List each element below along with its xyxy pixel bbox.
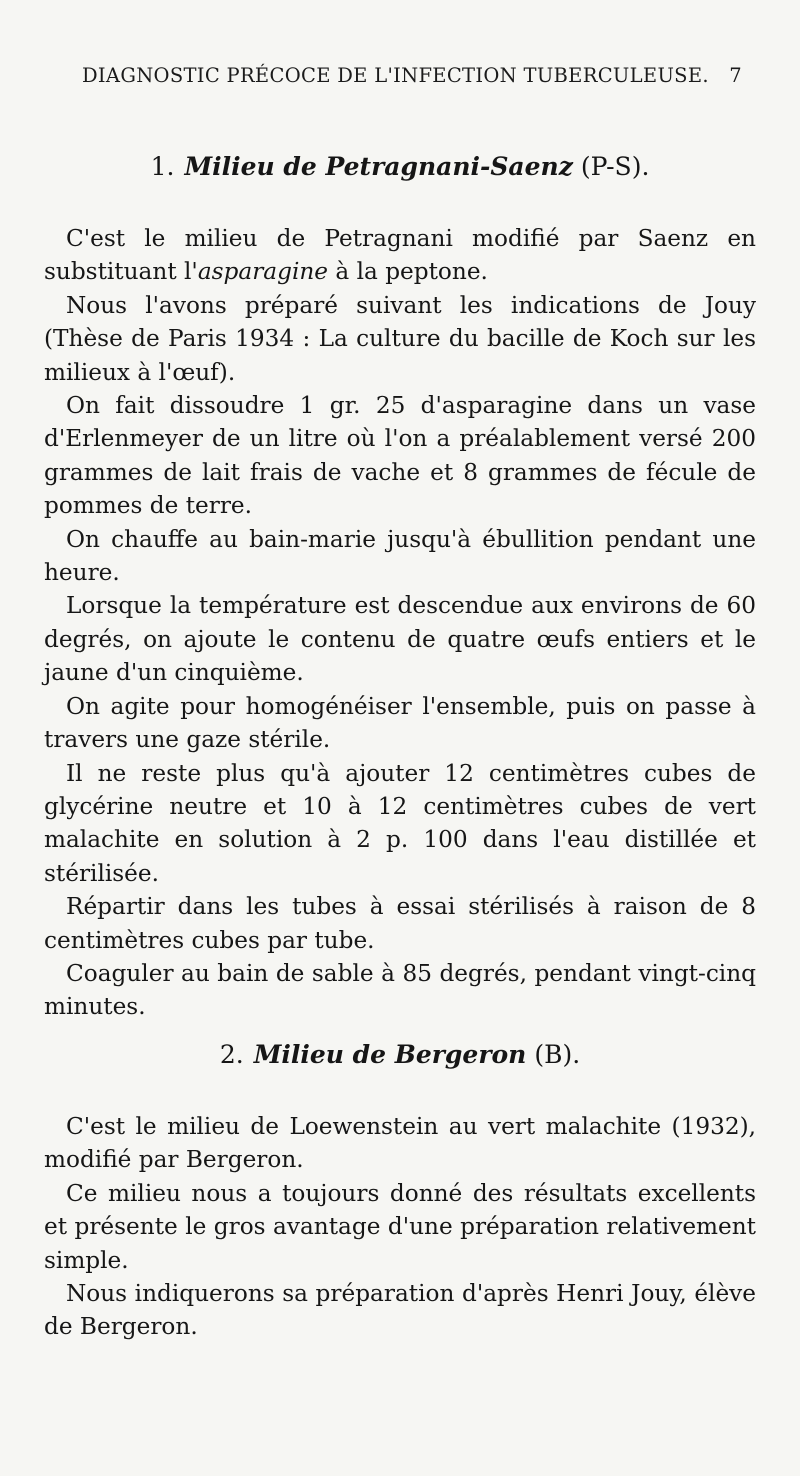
page-number: 7 <box>729 64 742 87</box>
paragraph: On fait dissoudre 1 gr. 25 d'asparagine dans un vase d'Erlenmeyer de un litre où l'on a préalablement versé 200 grammes de lait frais de vache et 8 grammes de fécule de pommes de terre. <box>44 392 756 520</box>
paragraph: Coaguler au bain de sable à 85 degrés, pendant vingt-cinq minutes. <box>44 959 756 1021</box>
running-title: DIAGNOSTIC PRÉCOCE DE L'INFECTION TUBERCULEUSE. <box>82 64 709 87</box>
section-title: Milieu de Bergeron <box>253 1040 527 1069</box>
section-number: 2. <box>219 1040 244 1069</box>
section-heading-bergeron <box>0 1038 800 1072</box>
italic-term: asparagine <box>197 258 329 286</box>
paragraph: Nous indiquerons sa préparation d'après Henri Jouy, élève de Bergeron. <box>44 1280 756 1341</box>
paragraph: Ce milieu nous a toujours donné des résultats excellents et présente le gros avantage d'une préparation relativement simple. <box>44 1179 756 1274</box>
section-abbreviation: (B). <box>534 1040 581 1069</box>
paragraph: C'est le milieu de Loewenstein au vert malachite (1932), modifié par Bergeron. <box>44 1113 756 1174</box>
paragraph: Il ne reste plus qu'à ajouter 12 centimètres cubes de glycérine neutre et 10 à 12 centimètres cubes de vert malachite en solution à 2 p. 100 dans l'eau distillée et stérilisée. <box>44 759 756 887</box>
section-1-body <box>44 222 756 1024</box>
section-abbreviation: (P-S). <box>580 152 650 181</box>
paragraph: On chauffe au bain-marie jusqu'à ébullition pendant une heure. <box>44 525 756 587</box>
paragraph: Répartir dans les tubes à essai stérilisés à raison de 8 centimètres cubes par tube. <box>44 893 756 954</box>
section-number: 1. <box>150 152 175 181</box>
paragraph: On agite pour homogénéiser l'ensemble, puis on passe à travers une gaze stérile. <box>44 692 756 754</box>
section-title: Milieu de Petragnani-Saenz <box>184 152 573 181</box>
section-heading-petragnani-saenz <box>0 150 800 184</box>
paragraph: C'est le milieu de Petragnani modifié par Saenz en substituant l'asparagine à la peptone. <box>44 225 756 286</box>
running-header <box>82 64 742 94</box>
paragraph: Nous l'avons préparé suivant les indications de Jouy (Thèse de Paris 1934 : La culture du bacille de Koch sur les milieux à l'œuf). <box>44 291 756 386</box>
paragraph: Lorsque la température est descendue aux environs de 60 degrés, on ajoute le contenu de quatre œufs entiers et le jaune d'un cinquième. <box>44 592 756 687</box>
section-2-body <box>44 1110 756 1344</box>
